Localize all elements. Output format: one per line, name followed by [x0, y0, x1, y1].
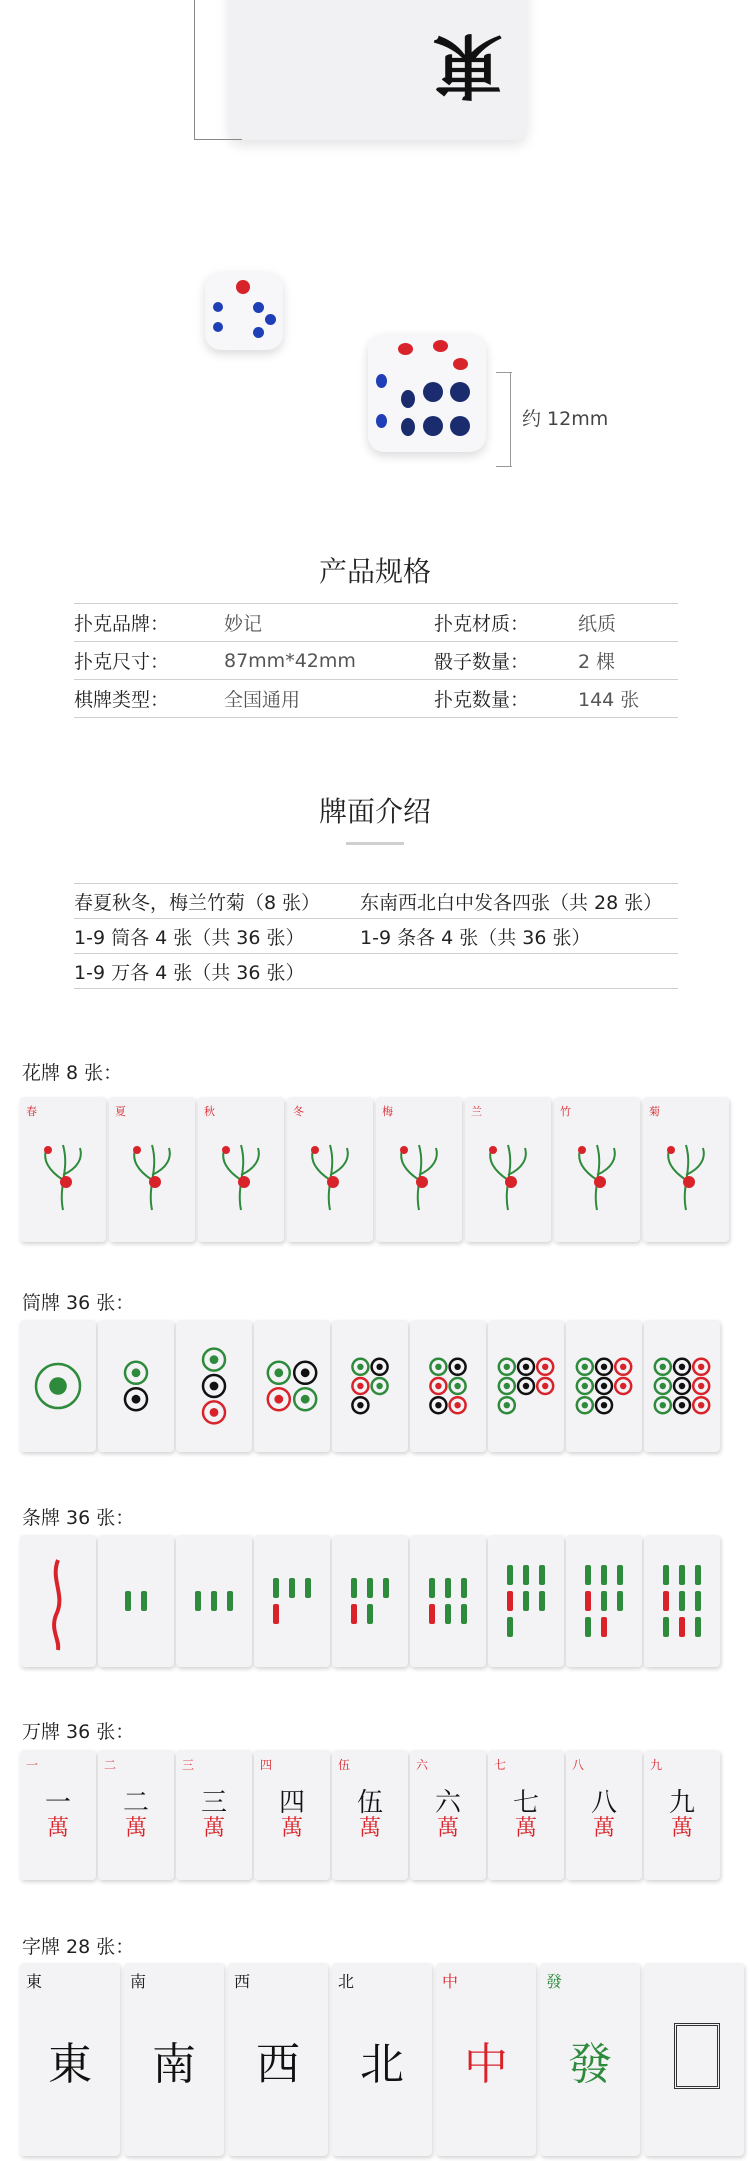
bamboo-stick: [523, 1591, 529, 1611]
flower-tile: [20, 1097, 106, 1242]
spec-key: 扑克材质：: [434, 613, 530, 635]
dimension-line: [510, 372, 511, 467]
spec-value: 144 张: [578, 689, 640, 711]
tile-text: 梅: [382, 1105, 393, 1118]
flower-illustration: [109, 1097, 195, 1242]
dot-mark-center: [698, 1383, 704, 1389]
bamboo-tile: [98, 1535, 174, 1667]
wan-glyph: 萬: [358, 1816, 381, 1842]
flower-illustration: [198, 1097, 284, 1242]
dimension-line: [496, 466, 512, 467]
honor-glyph: 北: [360, 2038, 404, 2090]
bamboo-stick: [227, 1591, 233, 1611]
honor-glyph: 東: [48, 2038, 92, 2090]
honor-tile: [540, 1963, 640, 2156]
small-die: [205, 272, 283, 350]
dot-mark-center: [357, 1364, 363, 1370]
bamboo-stick: [461, 1604, 467, 1624]
dots-pattern: [566, 1320, 642, 1452]
dot-mark-center: [601, 1402, 607, 1408]
tile-text: 冬: [293, 1105, 304, 1118]
large-die: [368, 334, 486, 452]
numeral-glyph: 伍: [356, 1787, 383, 1818]
bamboo-stick: [273, 1578, 279, 1598]
dot-mark-center: [132, 1368, 141, 1377]
die-size-label: 约 12mm: [522, 408, 609, 430]
dot-mark-center: [679, 1402, 685, 1408]
tile-text: 竹: [560, 1105, 571, 1118]
wan-glyph: 萬: [124, 1816, 147, 1842]
bamboo-stick: [211, 1591, 217, 1611]
numeral-glyph: 六: [434, 1787, 461, 1818]
honor-tile: [20, 1963, 120, 2156]
flower-illustration: [465, 1097, 551, 1242]
tile-text: 發: [546, 1972, 563, 1991]
bamboo-stick: [351, 1604, 357, 1624]
spec-value: 2 棵: [578, 651, 616, 673]
bamboo-pattern: [254, 1535, 330, 1667]
tile-text: 伍: [338, 1758, 351, 1772]
dot-mark-center: [274, 1368, 283, 1377]
dot-mark-center: [376, 1383, 382, 1389]
dot-mark-center: [601, 1364, 607, 1370]
bamboo-stick: [507, 1617, 513, 1637]
wan-glyph: 萬: [670, 1816, 693, 1842]
bamboo-stick: [429, 1578, 435, 1598]
honor-tile: [436, 1963, 536, 2156]
wan-glyph: 萬: [280, 1816, 303, 1842]
dot-mark-center: [582, 1364, 588, 1370]
bird-mark: [54, 1560, 59, 1650]
character-tile: [488, 1750, 564, 1880]
bamboo-pattern: [98, 1535, 174, 1667]
flower-illustration: [643, 1097, 729, 1242]
intro-cell: 1-9 条各 4 张（共 36 张）: [360, 926, 591, 949]
dot-mark-center: [660, 1364, 666, 1370]
dots-pattern: [176, 1320, 252, 1452]
flower-tile: [554, 1097, 640, 1242]
dot-mark-center: [210, 1355, 219, 1364]
spec-key: 扑克数量：: [434, 689, 530, 711]
dot-mark-center: [210, 1382, 219, 1391]
character-tile: [20, 1750, 96, 1880]
flower-illustration: [20, 1097, 106, 1242]
dot-mark-center: [504, 1402, 510, 1408]
dots-pattern: [332, 1320, 408, 1452]
dot-mark-center: [274, 1395, 283, 1404]
bamboo-pattern: [332, 1535, 408, 1667]
honor-glyph: 南: [152, 2038, 196, 2090]
character-face: [488, 1750, 564, 1880]
intro-title: 牌面介绍: [318, 795, 431, 828]
character-face: [176, 1750, 252, 1880]
bamboo-stick: [663, 1617, 669, 1637]
bamboo-stick: [679, 1565, 685, 1585]
dot-mark-center: [698, 1364, 704, 1370]
bamboo-stick: [663, 1591, 669, 1611]
flower-tile: [198, 1097, 284, 1242]
bamboo-stick: [195, 1591, 201, 1611]
bamboo-stick: [305, 1578, 311, 1598]
dot-mark-center: [582, 1402, 588, 1408]
bamboo-stick: [289, 1578, 295, 1598]
bamboo-stick: [351, 1578, 357, 1598]
bamboo-stick: [601, 1565, 607, 1585]
tile-text: 六: [416, 1758, 429, 1772]
dot-mark-center: [357, 1402, 363, 1408]
honors-group-label: 字牌 28 张：: [22, 1936, 135, 1958]
dot-mark-center: [542, 1383, 548, 1389]
bamboo-stick: [585, 1565, 591, 1585]
tile-text: 菊: [649, 1105, 660, 1118]
bamboo-tile: [332, 1535, 408, 1667]
dot-mark-center: [454, 1402, 460, 1408]
characters-group-label: 万牌 36 张：: [22, 1721, 135, 1743]
title-underline: [346, 842, 404, 845]
bamboo-stick: [461, 1578, 467, 1598]
wan-glyph: 萬: [46, 1816, 69, 1842]
dot-mark-center: [357, 1383, 363, 1389]
bamboo-stick: [383, 1578, 389, 1598]
flower-tile: [109, 1097, 195, 1242]
spec-value: 87mm*42mm: [224, 649, 356, 672]
spec-row: [74, 603, 678, 642]
tile-text: 三: [182, 1758, 195, 1772]
wan-glyph: 萬: [514, 1816, 537, 1842]
numeral-glyph: 三: [200, 1787, 227, 1818]
dot-mark-center: [301, 1368, 310, 1377]
character-face: [644, 1750, 720, 1880]
spec-row: [74, 642, 678, 680]
bamboo-stick: [367, 1578, 373, 1598]
bamboo-stick: [695, 1591, 701, 1611]
tile-text: 春: [26, 1105, 37, 1118]
dot-mark-center: [435, 1402, 441, 1408]
dots-tile: [410, 1320, 486, 1452]
bamboo-tile: [488, 1535, 564, 1667]
character-face: [20, 1750, 96, 1880]
honor-tile: [332, 1963, 432, 2156]
dot-mark-center: [660, 1383, 666, 1389]
flower-illustration: [287, 1097, 373, 1242]
bamboo-stick: [523, 1565, 529, 1585]
flower-group-label: 花牌 8 张：: [22, 1062, 123, 1084]
bamboo-pattern: [566, 1535, 642, 1667]
dots-tile: [98, 1320, 174, 1452]
dots-tile: [20, 1320, 96, 1452]
bamboo-pattern: [488, 1535, 564, 1667]
tile-text: 東: [26, 1972, 43, 1991]
dot-mark-center: [435, 1383, 441, 1389]
spec-key: 扑克尺寸：: [74, 651, 170, 673]
honor-glyph: 西: [256, 2038, 300, 2090]
intro-table: [74, 883, 678, 989]
dots-pattern: [254, 1320, 330, 1452]
tile-text: 四: [260, 1758, 273, 1772]
dots-tile: [254, 1320, 330, 1452]
dot-mark-center: [301, 1395, 310, 1404]
dot-mark-center: [679, 1364, 685, 1370]
bamboo-stick: [585, 1617, 591, 1637]
dots-tile: [488, 1320, 564, 1452]
dot-mark-center: [210, 1408, 219, 1417]
wan-glyph: 萬: [202, 1816, 225, 1842]
spec-key: 骰子数量：: [434, 651, 530, 673]
bamboo-stick: [695, 1565, 701, 1585]
dot-mark-center: [523, 1383, 529, 1389]
spec-value: 全国通用: [224, 689, 301, 711]
card-glyph: 東: [433, 24, 503, 107]
tile-text: 一: [26, 1758, 39, 1772]
intro-cell: 1-9 万各 4 张（共 36 张）: [74, 961, 305, 984]
character-tile: [254, 1750, 330, 1880]
tile-text: 八: [572, 1758, 585, 1772]
spec-value: 妙记: [224, 613, 263, 635]
dots-pattern: [410, 1320, 486, 1452]
bamboo-tile: [254, 1535, 330, 1667]
dots-tile: [566, 1320, 642, 1452]
honor-tile: [228, 1963, 328, 2156]
bamboo-stick: [663, 1565, 669, 1585]
bamboo-pattern: [176, 1535, 252, 1667]
bamboo-tile: [176, 1535, 252, 1667]
dot-mark-center: [504, 1383, 510, 1389]
dot-mark-center: [454, 1364, 460, 1370]
numeral-glyph: 七: [512, 1787, 539, 1818]
honor-glyph: 發: [568, 2038, 612, 2090]
flower-illustration: [554, 1097, 640, 1242]
dots-tile: [332, 1320, 408, 1452]
bamboo-stick: [679, 1617, 685, 1637]
intro-cell: 1-9 筒各 4 张（共 36 张）: [74, 926, 305, 949]
bamboo-stick: [125, 1591, 131, 1611]
dimension-line: [194, 139, 242, 140]
tile-text: 七: [494, 1758, 507, 1772]
numeral-glyph: 二: [122, 1787, 149, 1818]
spec-value: 纸质: [578, 613, 617, 635]
character-face: [332, 1750, 408, 1880]
character-tile: [410, 1750, 486, 1880]
bamboo-stick: [539, 1591, 545, 1611]
dot-mark-center: [49, 1377, 67, 1395]
bamboo-stick: [679, 1591, 685, 1611]
honor-glyph: 中: [464, 2038, 508, 2090]
dots-pattern: [98, 1320, 174, 1452]
bamboo-stick: [445, 1578, 451, 1598]
dot-mark-center: [582, 1383, 588, 1389]
bamboo-stick: [507, 1565, 513, 1585]
bamboo-stick: [367, 1604, 373, 1624]
dot-mark-center: [523, 1364, 529, 1370]
tile-text: 北: [338, 1972, 355, 1991]
flower-illustration: [376, 1097, 462, 1242]
character-tile: [176, 1750, 252, 1880]
wan-glyph: 萬: [592, 1816, 615, 1842]
mahjong-card-preview: [228, 0, 528, 140]
dot-mark-center: [435, 1364, 441, 1370]
wan-glyph: 萬: [436, 1816, 459, 1842]
dimension-line: [194, 0, 195, 140]
dot-mark-center: [504, 1364, 510, 1370]
tile-text: 西: [234, 1972, 251, 1991]
bamboo-tile: [20, 1535, 96, 1667]
bamboo-stick: [141, 1591, 147, 1611]
honor-tile: [644, 1963, 744, 2156]
bamboo-group-label: 条牌 36 张：: [22, 1507, 135, 1529]
flower-tile: [465, 1097, 551, 1242]
intro-cell: 东南西北白中发各四张（共 28 张）: [360, 891, 663, 914]
dots-pattern: [488, 1320, 564, 1452]
dots-tile: [644, 1320, 720, 1452]
dot-mark-center: [698, 1402, 704, 1408]
bamboo-tile: [644, 1535, 720, 1667]
character-face: [410, 1750, 486, 1880]
bamboo-stick: [429, 1604, 435, 1624]
spec-key: 扑克品牌：: [74, 613, 170, 635]
bamboo-pattern: [644, 1535, 720, 1667]
tile-text: 兰: [471, 1105, 482, 1118]
dot-mark-center: [542, 1364, 548, 1370]
intro-row: [74, 954, 678, 989]
tile-text: 中: [442, 1972, 459, 1991]
white-dragon-frame: [674, 2023, 720, 2089]
numeral-glyph: 四: [278, 1787, 305, 1818]
flower-tile: [287, 1097, 373, 1242]
tile-text: 二: [104, 1758, 117, 1772]
bamboo-tile: [566, 1535, 642, 1667]
intro-row: [74, 883, 678, 919]
numeral-glyph: 一: [44, 1787, 71, 1818]
dot-mark-center: [660, 1402, 666, 1408]
dots-group-label: 筒牌 36 张：: [22, 1292, 135, 1314]
bamboo-stick: [507, 1591, 513, 1611]
bamboo-stick: [539, 1565, 545, 1585]
flower-tile: [643, 1097, 729, 1242]
bamboo-stick: [273, 1604, 279, 1624]
dot-mark-center: [454, 1383, 460, 1389]
dot-mark-center: [620, 1364, 626, 1370]
bamboo-stick: [695, 1617, 701, 1637]
dot-mark-center: [679, 1383, 685, 1389]
bamboo-pattern: [20, 1535, 96, 1667]
bamboo-stick: [617, 1591, 623, 1611]
character-tile: [644, 1750, 720, 1880]
tile-text: 秋: [204, 1105, 215, 1118]
bamboo-stick: [601, 1591, 607, 1611]
bamboo-stick: [585, 1591, 591, 1611]
spec-table: [74, 603, 678, 718]
tile-text: 九: [650, 1758, 663, 1772]
bamboo-stick: [445, 1604, 451, 1624]
character-face: [98, 1750, 174, 1880]
spec-title: 产品规格: [318, 555, 431, 588]
dots-pattern: [20, 1320, 96, 1452]
dots-pattern: [644, 1320, 720, 1452]
flower-tile: [376, 1097, 462, 1242]
bamboo-pattern: [410, 1535, 486, 1667]
bamboo-tile: [410, 1535, 486, 1667]
character-face: [254, 1750, 330, 1880]
spec-row: [74, 680, 678, 718]
numeral-glyph: 八: [590, 1787, 617, 1818]
dot-mark-center: [601, 1383, 607, 1389]
bamboo-stick: [617, 1565, 623, 1585]
intro-cell: 春夏秋冬，梅兰竹菊（8 张）: [74, 891, 321, 914]
tile-text: 南: [130, 1972, 147, 1991]
character-tile: [98, 1750, 174, 1880]
character-tile: [566, 1750, 642, 1880]
intro-row: [74, 919, 678, 954]
dot-mark-center: [132, 1395, 141, 1404]
honor-tile: [124, 1963, 224, 2156]
dot-mark-center: [620, 1383, 626, 1389]
tile-text: 夏: [115, 1105, 126, 1118]
bamboo-stick: [601, 1617, 607, 1637]
dot-mark-center: [376, 1364, 382, 1370]
spec-key: 棋牌类型：: [74, 689, 170, 711]
numeral-glyph: 九: [668, 1787, 695, 1818]
character-face: [566, 1750, 642, 1880]
dots-tile: [176, 1320, 252, 1452]
character-tile: [332, 1750, 408, 1880]
